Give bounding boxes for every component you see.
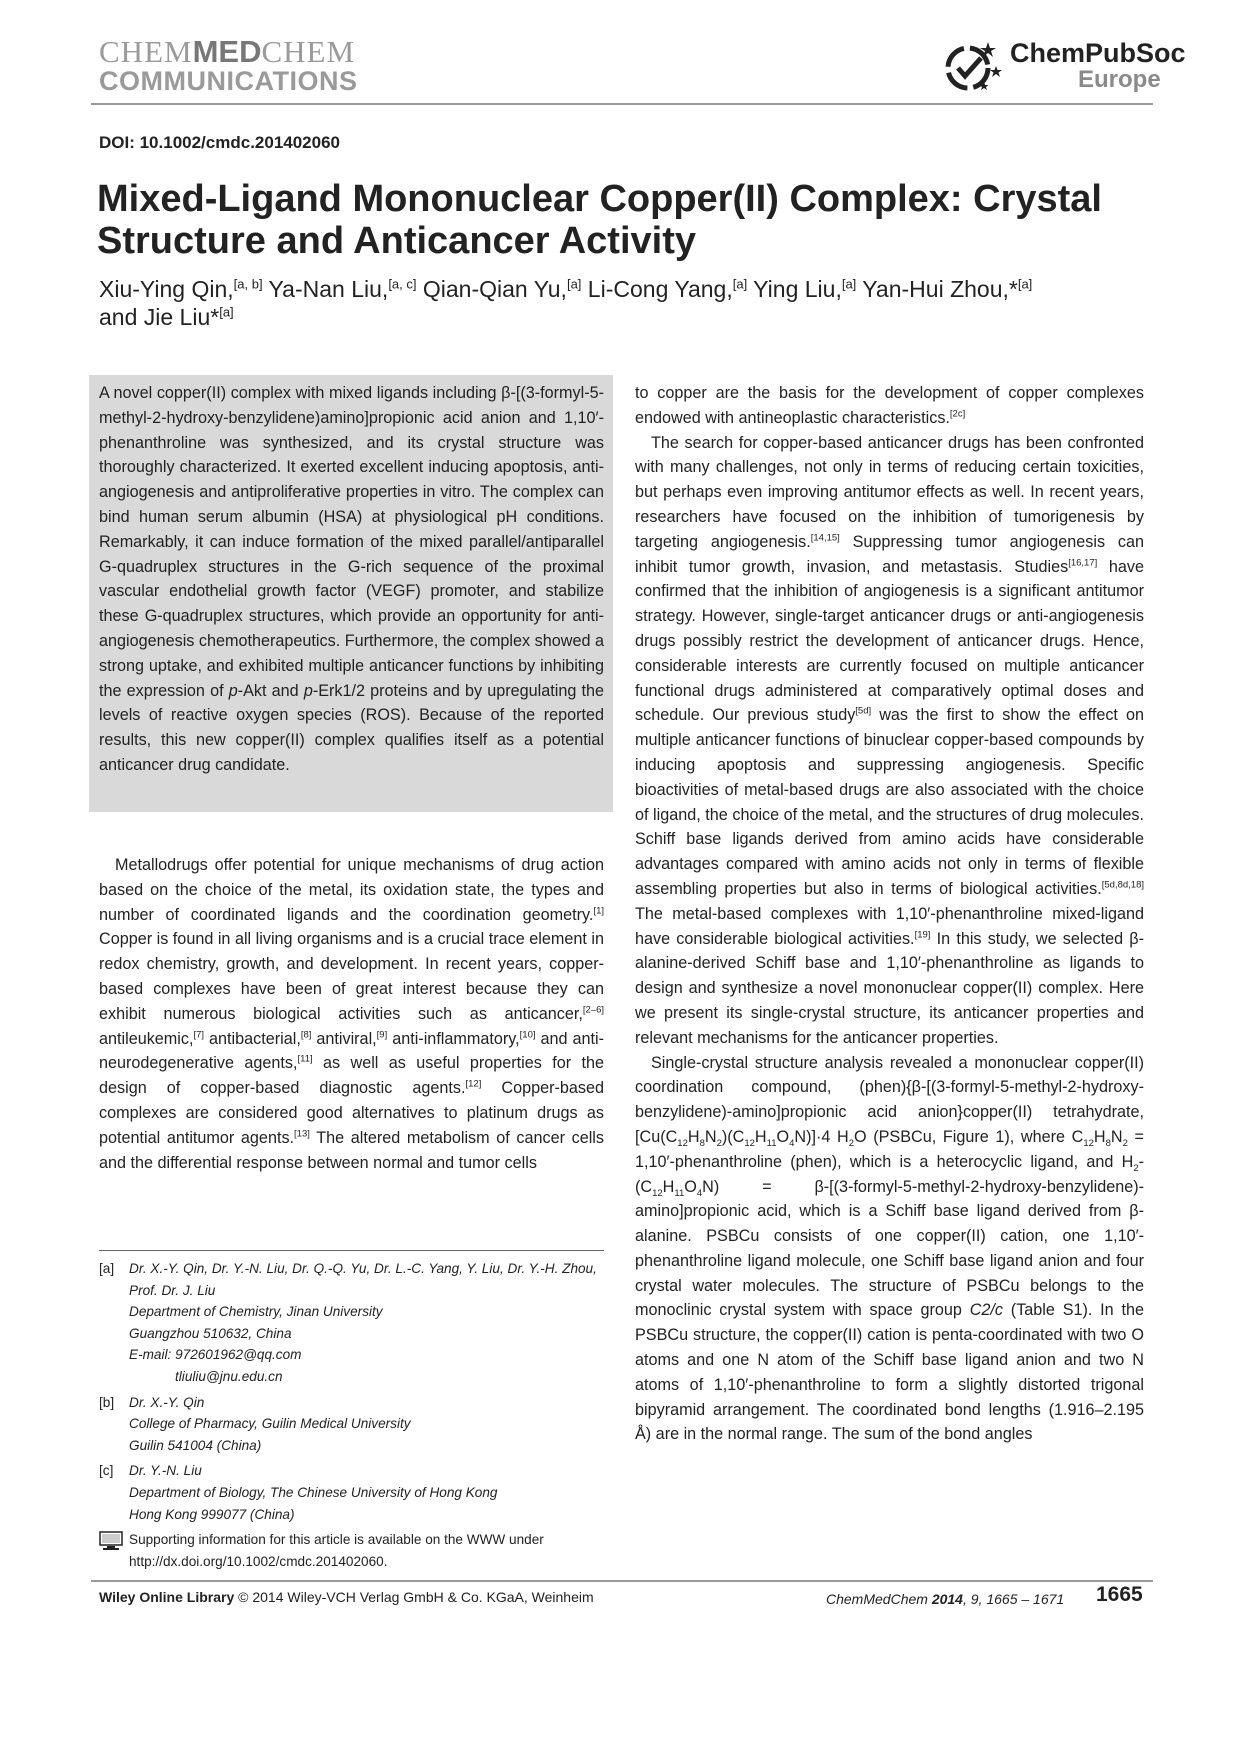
journal-title-part3: CHEM — [261, 34, 356, 69]
author-list — [99, 275, 1159, 331]
journal-title-part1: CHEM — [99, 34, 193, 69]
journal-title-part2: MED — [192, 34, 262, 69]
author: Yan-Hui Zhou,*[a] — [856, 276, 1033, 302]
footnote-rule — [99, 1250, 604, 1251]
footnote-c: [c] Dr. Y.-N. Liu Department of Biology, The Chinese University of Hong Kong Hong Kong 999077 (China) — [99, 1463, 498, 1522]
email-link[interactable]: E-mail: 972601962@qq.com — [129, 1347, 302, 1363]
publisher-logo-icon — [940, 38, 1006, 96]
journal-title — [99, 36, 355, 67]
journal-section: COMMUNICATIONS — [99, 66, 358, 96]
supporting-info-link[interactable]: http://dx.doi.org/10.1002/cmdc.201402060. — [129, 1553, 388, 1569]
footer-rule — [91, 1580, 1153, 1582]
paragraph: The search for copper-based anticancer drugs has been confronted with many challenges, not only in terms of reducing certain toxicities, but perhaps even improving antitumor effects as well. In recent years, researchers have focused on the inhibition of tumorigenesis by targeting angiogenesis.[14,15] Suppressing tumor angiogenesis can inhibit tumor growth, invasion, and metastasis. Studies[16,17] have confirmed that the inhibition of angiogenesis is a significant antitumor strategy. However, single-target anticancer drugs or anti-angiogenesis drugs possibly restrict the development of anticancer drugs. Hence, considerable interests are currently focused on multiple anticancer functional drugs administered at comparatively optimal doses and schedule. Our previous study[5d] was the first to show the effect on multiple anticancer functions of binuclear copper-based compounds by inducing apoptosis and suppressing angiogenesis. Specific bioactivities of metal-based drugs are also associated with the choice of ligand, the choice of the metal, and the structures of drug molecules. Schiff base ligands derived from amino acids have considerable advantages compared with amino acids not only in terms of flexible assembling properties but also in terms of biological activities.[5d,8d,18] The metal-based complexes with 1,10′-phenanthroline mixed-ligand have considerable biological activities.[19] In this study, we selected β-alanine-derived Schiff base and 1,10′-phenanthroline as ligands to design and synthesize a novel mononuclear copper(II) complex. Here we present its single-crystal structure, its anticancer properties and relevant mechanisms for the anticancer properties. — [635, 433, 1144, 1047]
affiliation-footnotes — [99, 1258, 604, 1572]
author: Qian-Qian Yu,[a] — [416, 276, 582, 302]
page-number: 1665 — [1096, 1583, 1143, 1606]
abstract-text: A novel copper(II) complex with mixed ligands including β-[(3-formyl-5-methyl-2-hydroxy-benzylidene)amino]propionic acid anion and 1,10′-phenanthroline was synthesized, and its crystal structure was thoroughly characterized. It exerted excellent inducing apoptosis, anti-angiogenesis and antiproliferative properties in vitro. The complex can bind human serum albumin (HSA) at physiological pH conditions. Remarkably, it can induce formation of the mixed parallel/antiparallel G-quadruplex structures in the G-rich sequence of the proximal vascular endothelial growth factor (VEGF) promoter, and stabilize these G-quadruplex structures, which provide an opportunity for anti-angiogenesis chemotherapeutics. Furthermore, the complex showed a strong uptake, and exhibited multiple anticancer functions by inhibiting the expression of p-Akt and p-Erk1/2 proteins and by upregulating the levels of reactive oxygen species (ROS). Because of the reported results, this new copper(II) complex qualifies itself as a potential anticancer drug candidate. — [99, 384, 604, 774]
footnote-a: [a] Dr. X.-Y. Qin, Dr. Y.-N. Liu, Dr. Q.-Q. Yu, Dr. L.-C. Yang, Y. Liu, Dr. Y.-H. Zhou, Prof. Dr. J. Liu Department of Chemistry, Jinan University Guangzhou 510632, China E-mail: 972601962@qq.com tliuliu@jnu.edu.cn — [99, 1258, 604, 1388]
supporting-info-note: Supporting information for this article is available on the WWW under http://dx.doi.org/10.1002/cmdc.201402060. — [99, 1529, 604, 1572]
author: Xiu-Ying Qin,[a, b] — [99, 276, 263, 302]
publisher-name: ChemPubSoc — [1010, 38, 1186, 68]
publisher-region: Europe — [1078, 66, 1161, 93]
author: Ying Liu,[a] — [747, 276, 857, 302]
email-link[interactable]: tliuliu@jnu.edu.cn — [175, 1368, 283, 1384]
monitor-icon — [99, 1531, 123, 1551]
footnote-b: [b] Dr. X.-Y. Qin College of Pharmacy, Guilin Medical University Guilin 541004 (China) — [99, 1394, 411, 1453]
wiley-online-library-link[interactable]: Wiley Online Library — [99, 1589, 235, 1605]
paragraph: to copper are the basis for the development of copper complexes endowed with antineoplastic characteristics.[2c] — [635, 384, 1144, 427]
paragraph: Metallodrugs offer potential for unique mechanisms of drug action based on the choice of the metal, its oxidation state, the types and number of coordinated ligands and the coordination geometry.[1] Copper is found in all living organisms and is a crucial trace element in redox chemistry, growth, and development. In recent years, copper-based complexes have been of great interest because they can exhibit numerous biological activities such as anticancer,[2–6] antileukemic,[7] antibacterial,[8] antiviral,[9] anti-inflammatory,[10] and anti-neurodegenerative agents,[11] as well as useful properties for the design of copper-based diagnostic agents.[12] Copper-based complexes are considered good alternatives to platinum drugs as potential antitumor agents.[13] The altered metabolism of cancer cells and the differential response between normal and tumor cells — [99, 856, 605, 1172]
header-rule — [91, 103, 1153, 105]
doi: DOI: 10.1002/cmdc.201402060 — [99, 133, 341, 152]
paragraph: Single-crystal structure analysis revealed a mononuclear copper(II) coordination compound, (phen){β-[(3-formyl-5-methyl-2-hydroxy-benzylidene)-amino]propionic acid anion}copper(II) tetrahydrate, $[Cu(C_{12}H_8N_2)(C_{12}H_{11}O_4N)]\cdot 4$ $H_2O$ (PSBCu, Figure 1), where $C_{12}H_8N_2$ = 1,10′-phenanthroline (phen), which is a heterocyclic ligand, and $H_2-(C_{12}H_{11}O_4N)$ = β-[(3-formyl-5-methyl-2-hydroxy-benzylidene)-amino]propionic acid, which is a Schiff base ligand derived from β-alanine. PSBCu consists of one copper(II) cation, one 1,10′-phenanthroline ligand molecule, one Schiff base ligand anion and four crystal water molecules. The structure of PSBCu belongs to the monoclinic crystal system with space group C2/c (Table S1). In the PSBCu structure, the copper(II) cation is penta-coordinated with two O atoms and one N atom of the Schiff base ligand anion and two N atoms of 1,10′-phenanthroline to form a slightly distorted trigonal bipyramid arrangement. The coordinated bond lengths (1.916–2.195 Å) are in the normal range. The sum of the bond angles — [635, 1053, 1144, 1444]
author: Li-Cong Yang,[a] — [581, 276, 748, 302]
body-column-left — [99, 853, 604, 1175]
footer-citation: ChemMedChem 2014, 9, 1665 – 1671 — [826, 1591, 1065, 1607]
author: Ya-Nan Liu,[a, c] — [262, 276, 417, 302]
body-column-right — [635, 381, 1144, 1447]
author: and Jie Liu*[a] — [99, 304, 234, 330]
footer-copyright: Wiley Online Library © 2014 Wiley-VCH Verlag GmbH & Co. KGaA, Weinheim — [99, 1589, 594, 1605]
article-title: Mixed-Ligand Mononuclear Copper(II) Complex: Crystal Structure and Anticancer Activity — [97, 178, 1102, 262]
